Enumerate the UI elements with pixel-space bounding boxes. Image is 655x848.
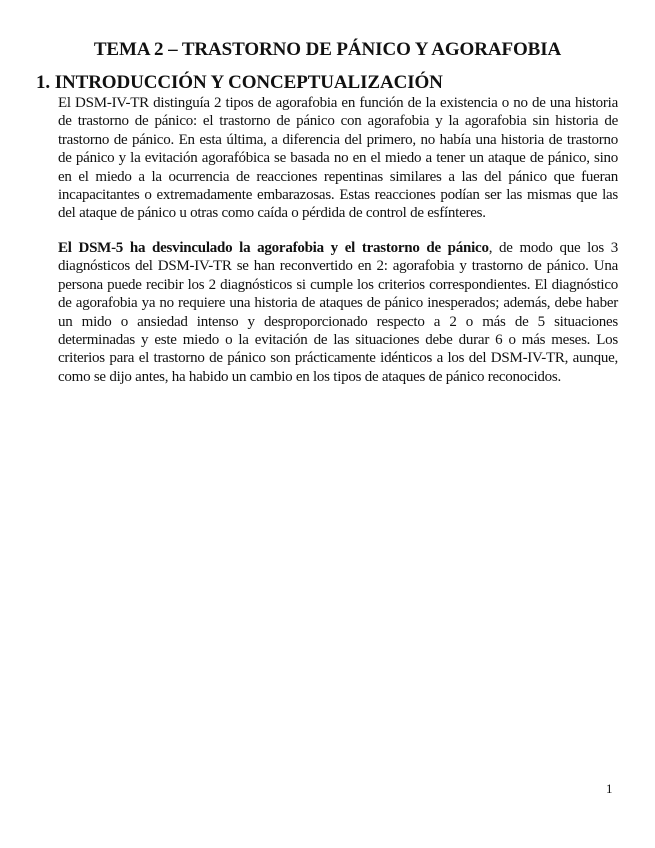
paragraph-1-text: El DSM-IV-TR distinguía 2 tipos de agorafobia en función de la existencia o no de una historia de trastorno de pánico: el trastorno de pánico con agorafobia y la agorafobia sin historia de trastorno de pánico. En esta última, a diferencia del primero, no había una historia de trastorno de pánico y la evitación agorafóbica se basada no en el miedo a tener un ataque de pánico, sino en el miedo a la ocurrencia de reacciones repentinas similares a las del pánico que fueran incapacitantes o extremadamente embarazosas. Estas reacciones podían ser las mismas que las del ataque de pánico u otras como caída o pérdida de control de esfínteres.	[58, 95, 618, 222]
section-heading: 1. INTRODUCCIÓN Y CONCEPTUALIZACIÓN	[36, 72, 443, 93]
paragraph-1	[58, 94, 618, 223]
paragraph-2-bold-lead: El DSM-5 ha desvinculado la agorafobia y el trastorno de pánico	[58, 240, 489, 256]
paragraph-2	[58, 239, 618, 386]
document-title: TEMA 2 – TRASTORNO DE PÁNICO Y AGORAFOBIA	[93, 39, 562, 60]
page-number: 1	[606, 781, 613, 796]
paragraph-2-text: , de modo que los 3 diagnósticos del DSM-IV-TR se han reconvertido en 2: agorafobia y trastorno de pánico. Una persona puede recibir los 2 diagnósticos si cumple los criterios correspondientes. El diagnóstico de agorafobia ya no requiere una historia de ataques de pánico inesperados; además, debe haber un mido o ansiedad intenso y desproporcionado respecto a 2 o más de 5 situaciones determinadas y este miedo o la evitación de las situaciones debe durar 6 o más meses. Los criterios para el trastorno de pánico son prácticamente idénticos a los del DSM-IV-TR, aunque, como se dijo antes, ha habido un cambio en los tipos de ataques de pánico reconocidos.	[58, 240, 618, 385]
